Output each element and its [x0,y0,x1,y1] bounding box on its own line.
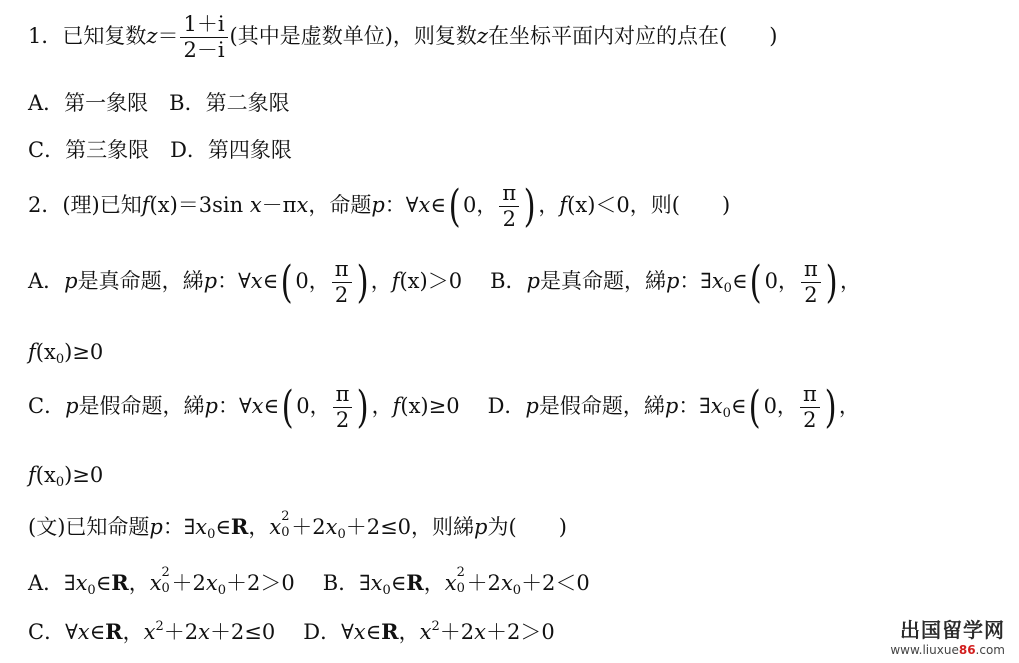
watermark-url-a: www.liuxue [890,643,959,657]
superscript-two: 2 [431,619,440,634]
option-b-tail: ＋2＜0 [521,571,590,595]
left-paren: ( [750,256,763,308]
var-z: z [476,24,488,48]
option-d-tail: ＋2＞0 [485,620,555,644]
var-p: p [525,394,539,418]
q3-options-ab [28,565,590,598]
comma: ， [122,620,144,644]
var-x: x [353,620,366,644]
exists-symbol: ：∃ [162,515,196,539]
equals: ＝ [157,24,179,48]
var-x: x [195,515,208,539]
var-x: x [198,620,210,644]
fraction-pi-over-2 [499,183,519,230]
option-c-text: 是假命题，綈 [78,394,205,418]
var-x: x [711,269,724,293]
var-z: z [146,24,158,48]
option-c-tail: ＋2≤0 [209,620,276,644]
forall-symbol: ：∀ [217,269,251,293]
reals-R: R [111,570,129,595]
var-p: p [526,269,540,293]
option-c-label: C．∀ [28,620,78,644]
option-a-tail: ＋2＞0 [226,571,295,595]
q2-stem-prefix: 2．(理)已知 [28,193,142,217]
var-x: x [710,394,723,418]
q1-stem-prefix: 1．已知复数 [28,24,147,48]
var-p: p [665,269,680,293]
comma: ， [840,269,862,293]
watermark-url-c: .com [975,643,1005,657]
var-p: p [149,515,163,539]
exists-symbol: ：∃ [679,269,712,293]
comma: ， [838,394,860,418]
q3-stem-mid: ＋2≤0，则綈 [345,515,475,539]
var-x: x [269,515,282,539]
sup-sub [161,565,172,596]
two: 2 [333,407,353,431]
subscript-zero: 0 [722,406,731,421]
forall-symbol: ：∀ [217,394,252,418]
q3-stem-suffix: 为( ) [487,515,567,539]
superscript-two: 2 [155,619,164,634]
q1-stem [28,14,777,61]
subscript-zero: 0 [382,583,391,598]
q2-option-b-continued [28,342,103,366]
interval-zero: 0， [296,394,331,418]
q2-stem [28,180,731,232]
right-paren: ) [356,381,370,433]
var-x: x [75,571,88,595]
var-x: x [143,620,156,644]
fraction-pi-over-2 [800,384,820,431]
subscript-zero: 0 [55,352,65,367]
var-x: x [418,193,431,217]
pi: π [335,382,350,406]
subscript-zero: 0 [161,581,170,596]
fraction-pi-over-2 [333,384,353,431]
comma: ， [538,193,560,217]
q3-stem-prefix: (文)已知命题 [28,515,150,539]
subscript-zero: 0 [55,475,65,490]
pi: π [334,257,349,281]
option-d-text: 是假命题，綈 [538,394,665,418]
q2-fx: (x)＝3sin [149,193,244,217]
q1-options-ab: A．第一象限 B．第二象限 [28,91,290,115]
left-paren: ( [281,381,294,433]
interval-zero: 0， [763,394,798,418]
var-x: x [444,571,457,595]
right-paren: ) [356,256,369,308]
pi: π [802,382,817,406]
func-f: f [28,463,36,487]
in-symbol: ∈ [95,571,112,595]
subscript-zero: 0 [87,583,96,598]
comma: ， [423,571,445,595]
watermark-url-b: 86 [958,643,976,657]
pi: π [804,257,818,281]
subscript-zero: 0 [207,527,216,542]
func-f: f [559,193,568,217]
interval-zero: 0， [295,269,330,293]
var-p: p [204,394,218,418]
two: 2 [800,407,820,431]
reals-R: R [230,514,249,539]
option-a-tail: (x)＞0 [399,269,463,293]
sup-sub [281,509,291,540]
plus-two: ＋2 [466,571,501,595]
subscript-zero: 0 [512,583,522,598]
q2-cmd: ，命题 [308,193,372,217]
comma: ， [248,515,270,539]
interval-zero: 0， [764,269,800,293]
option-c-label: C． [28,394,66,418]
option-d-label: D．∀ [303,620,354,644]
option-b-label: B． [490,269,527,293]
q2-options-cd [28,381,860,433]
q1-options-cd: C．第三象限 D．第四象限 [28,138,292,162]
geq-zero: )≥0 [64,463,104,487]
var-p: p [203,269,218,293]
pi: π [502,181,517,205]
fraction-denominator: 2－i [180,37,227,61]
open-paren-x: (x [35,463,56,487]
func-f: f [392,394,401,418]
var-x: x [474,620,486,644]
var-p: p [65,394,79,418]
reals-R: R [406,570,424,595]
var-x: x [370,571,383,595]
comma: ， [398,620,420,644]
option-b-text: 是真命题，綈 [539,269,666,293]
var-x: x [250,269,263,293]
plus-two: ＋2 [163,620,199,644]
interval-zero: 0， [463,193,498,217]
two: 2 [499,206,519,230]
q3-stem [28,509,567,542]
option-d-label: D． [487,394,526,418]
forall-symbol: ∀ [405,193,419,217]
in-symbol: ∈ [390,571,407,595]
superscript-two: 2 [281,509,290,524]
watermark-url [890,643,1005,657]
var-p: p [474,515,488,539]
right-paren: ) [825,256,838,308]
q1-stem-suffix: 在坐标平面内对应的点在( ) [488,24,778,48]
var-p: p [371,193,385,217]
var-x: x [500,571,513,595]
comma: ， [371,394,393,418]
left-paren: ( [448,180,461,232]
in-symbol: ∈ [262,269,279,293]
subscript-zero: 0 [456,581,465,596]
var-p: p [664,394,679,418]
in-symbol: ∈ [731,269,748,293]
var-x: x [77,620,90,644]
two: 2 [332,282,352,306]
in-symbol: ∈ [89,620,106,644]
comma: ， [370,269,392,293]
in-symbol: ∈ [365,620,382,644]
option-a-label: A． [28,269,65,293]
right-paren: ) [824,381,837,433]
in-symbol: ∈ [430,193,446,217]
watermark-title: 出国留学网 [900,618,1005,642]
func-f: f [141,193,150,217]
option-a-text: 是真命题，綈 [77,269,204,293]
subscript-zero: 0 [217,583,227,598]
right-paren: ) [523,180,536,232]
exists-symbol: ：∃ [678,394,711,418]
plus-two: ＋2 [439,620,475,644]
fraction-z [180,14,227,61]
watermark [890,614,1005,657]
plus-two: ＋2 [291,515,326,539]
option-b-label: B．∃ [322,571,371,595]
minus-pi: －π [261,193,297,217]
var-x: x [249,193,262,217]
in-symbol: ∈ [263,394,280,418]
subscript-zero: 0 [337,527,346,542]
q2-stem-suffix: (x)＜0，则( ) [567,193,731,217]
colon: ： [384,193,406,217]
var-x: x [325,515,338,539]
superscript-two: 2 [161,565,170,580]
option-a-label: A．∃ [28,571,76,595]
var-p: p [64,269,78,293]
open-paren-x: (x [35,340,56,364]
left-paren: ( [748,381,761,433]
q3-options-cd [28,620,555,643]
fraction-pi-over-2 [332,259,352,306]
subscript-zero: 0 [723,281,732,296]
geq-zero: )≥0 [64,340,104,364]
reals-R: R [381,619,399,644]
var-x: x [296,193,309,217]
fraction-numerator: 1＋i [183,12,225,36]
var-x: x [149,571,162,595]
subscript-zero: 0 [281,525,290,540]
q2-option-d-continued [28,465,103,489]
fraction-pi-over-2 [801,259,821,306]
comma: ， [128,571,150,595]
reals-R: R [105,619,123,644]
left-paren: ( [280,256,293,308]
var-x: x [251,394,264,418]
var-x: x [205,571,218,595]
two: 2 [801,282,821,306]
plus-two: ＋2 [171,571,206,595]
option-c-tail: (x)≥0 [400,394,460,418]
superscript-two: 2 [456,565,465,580]
var-x: x [419,620,432,644]
func-f: f [28,340,36,364]
in-symbol: ∈ [730,394,747,418]
sup-sub [456,565,467,596]
in-symbol: ∈ [215,515,231,539]
q1-stem-middle: (其中是虚数单位)，则复数 [229,24,477,48]
q2-options-ab [28,256,862,308]
func-f: f [391,269,400,293]
